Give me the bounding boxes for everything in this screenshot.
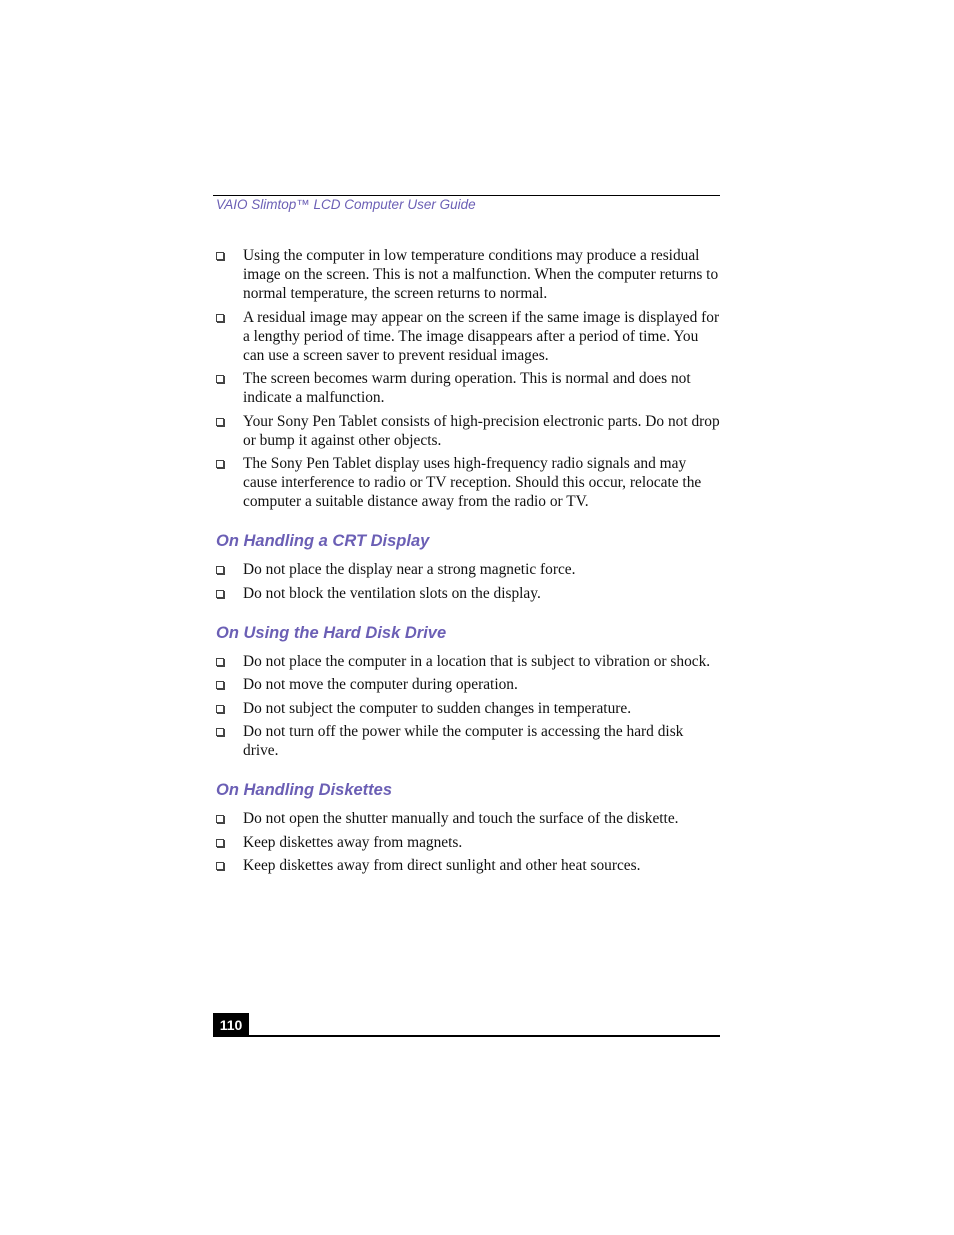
list-item-text: Do not move the computer during operation.	[243, 676, 518, 693]
checkbox-bullet-icon	[216, 590, 224, 598]
list-item	[216, 308, 720, 365]
section-heading-crt-display: On Handling a CRT Display	[216, 532, 430, 550]
list-item-text: Do not turn off the power while the computer is accessing the hard disk drive.	[243, 723, 684, 759]
checkbox-bullet-icon	[216, 460, 224, 468]
list-item	[216, 652, 720, 671]
list-item	[216, 412, 720, 450]
list-item-text: Do not place the computer in a location that is subject to vibration or shock.	[243, 652, 711, 670]
intro-bullet-list	[216, 246, 720, 511]
checkbox-bullet-icon	[216, 375, 224, 383]
crt-display-bullet-list	[216, 560, 720, 603]
list-item	[216, 560, 720, 579]
page-content	[216, 246, 720, 880]
checkbox-bullet-icon	[216, 418, 224, 426]
list-item	[216, 454, 720, 511]
footer-rule	[213, 1035, 720, 1037]
list-item-text: Keep diskettes away from direct sunlight and other heat sources.	[243, 857, 641, 874]
hard-disk-bullet-list	[216, 652, 720, 761]
list-item	[216, 246, 720, 303]
checkbox-bullet-icon	[216, 728, 224, 736]
list-item	[216, 369, 720, 407]
list-item	[216, 584, 720, 603]
header-rule	[213, 195, 720, 196]
checkbox-bullet-icon	[216, 705, 224, 713]
list-item	[216, 856, 720, 875]
section-heading-hard-disk-drive: On Using the Hard Disk Drive	[216, 623, 447, 642]
list-item-text: Do not block the ventilation slots on the display.	[243, 584, 541, 602]
list-item-text: Keep diskettes away from magnets.	[243, 833, 463, 851]
section-heading-diskettes: On Handling Diskettes	[216, 781, 393, 799]
list-item	[216, 675, 720, 694]
list-item-text: Your Sony Pen Tablet consists of high-precision electronic parts. Do not drop or bump it against other objects.	[243, 412, 720, 449]
list-item	[216, 833, 720, 852]
diskettes-bullet-list	[216, 809, 720, 875]
checkbox-bullet-icon	[216, 815, 224, 823]
list-item	[216, 699, 720, 718]
list-item	[216, 809, 720, 828]
checkbox-bullet-icon	[216, 681, 224, 689]
list-item-text: The screen becomes warm during operation. This is normal and does not indicate a malfunction.	[243, 370, 691, 406]
list-item	[216, 722, 720, 760]
checkbox-bullet-icon	[216, 658, 224, 666]
list-item-text: The Sony Pen Tablet display uses high-frequency radio signals and may cause interference to radio or TV reception. Should this occur, relocate the computer a suitable distance away from the radio or TV.	[243, 455, 702, 510]
list-item-text: Using the computer in low temperature conditions may produce a residual image on the screen. This is not a malfunction. When the computer returns to normal temperature, the screen returns to normal.	[243, 247, 719, 302]
page-number: 110	[213, 1013, 249, 1037]
running-head: VAIO Slimtop™ LCD Computer User Guide	[216, 197, 476, 212]
checkbox-bullet-icon	[216, 839, 224, 847]
checkbox-bullet-icon	[216, 566, 224, 574]
list-item-text: A residual image may appear on the screen if the same image is displayed for a lengthy period of time. The image disappears after a period of time. You can use a screen saver to prevent residual images.	[243, 308, 720, 364]
checkbox-bullet-icon	[216, 862, 224, 870]
list-item-text: Do not subject the computer to sudden changes in temperature.	[243, 699, 632, 717]
checkbox-bullet-icon	[216, 314, 224, 322]
list-item-text: Do not place the display near a strong magnetic force.	[243, 561, 576, 578]
checkbox-bullet-icon	[216, 252, 224, 260]
list-item-text: Do not open the shutter manually and touch the surface of the diskette.	[243, 810, 679, 827]
